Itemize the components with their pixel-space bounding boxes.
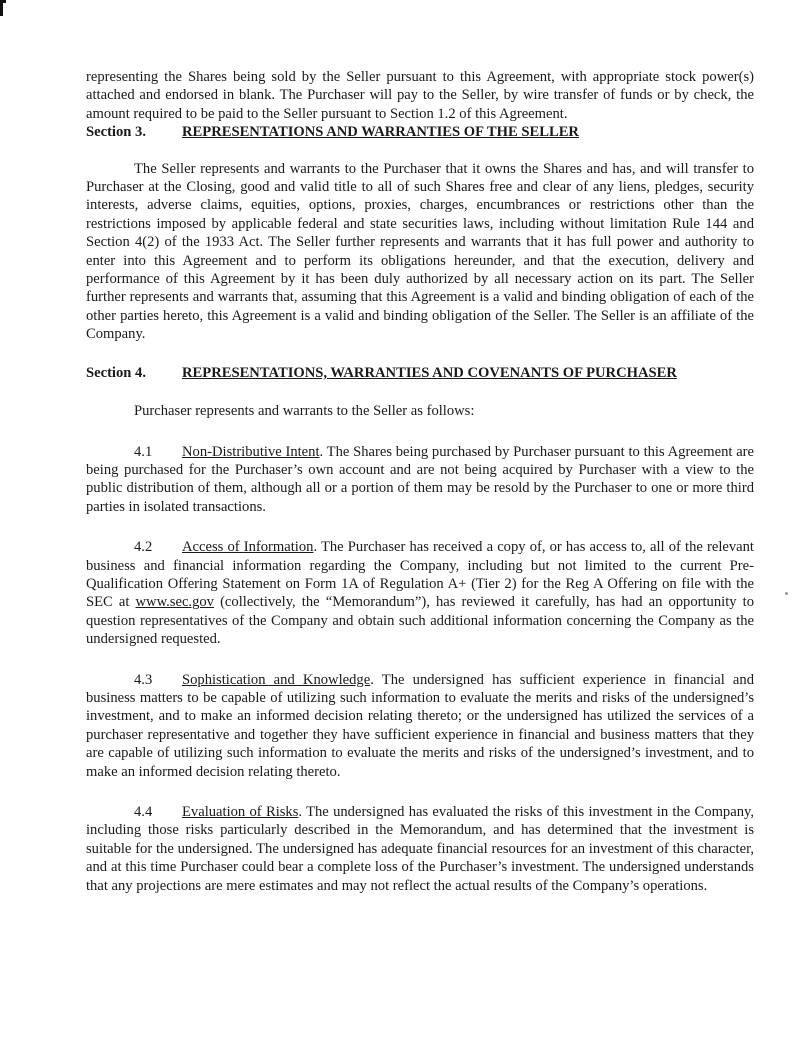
section-3-number: Section 3.	[86, 124, 146, 141]
scan-speck	[785, 592, 788, 595]
scan-corner-mark	[0, 0, 3, 16]
section-4-title: REPRESENTATIONS, WARRANTIES AND COVENANTS OF PURCHASER	[182, 364, 677, 381]
clause-4-3-title: Sophistication and Knowledge	[182, 671, 371, 688]
clause-4-1: 4.1 Non-Distributive Intent. The Shares being purchased by Purchaser pursuant to this Agreement are being purchased for the Purchaser’s own account and are not being acquired by Purchaser with a view to the public distribution of them, although all or a portion of them may be resold by the Purchaser to one or more third parties in isolated transactions.	[86, 443, 755, 515]
clause-4-3: 4.3 Sophistication and Knowledge. The undersigned has sufficient experience in financial and business matters to be capable of utilizing such information to evaluate the merits and risks of the undersigned’s investment, and to make an informed decision relating thereto; or the undersigned has utilized the services of a purchaser representative and together they have sufficient experience in financial and business matters that they are capable of utilizing such information to evaluate the merits and risks of the undersigned’s investment, and to make an informed decision relating thereto.	[86, 671, 754, 780]
clause-4-2: 4.2 Access of Information. The Purchaser has received a copy of, or has access to, all of the relevant business and financial information regarding the Company, including but not limited to the current Pre-Qualification Offering Statement on Form 1A of Regulation A+ (Tier 2) for the Reg A Offering on file with the SEC at www.sec.gov (collectively, the “Memorandum”), has reviewed it carefully, has had an opportunity to question representatives of the Company and obtain such additional information concerning the Company as the undersigned requested.	[86, 539, 754, 648]
section-4-number: Section 4.	[86, 364, 146, 381]
clause-4-3-body: The undersigned has sufficient experience in financial and business matters to be capable of utilizing such information to evaluate the merits and risks of the undersigned’s investment, and to make an informed decision relating thereto; or the undersigned has utilized the services of a purchaser representative and together they have sufficient experience in financial and business matters that they are capable of utilizing such information to evaluate the merits and risks of the undersigned’s investment, and to make an informed decision relating thereto.	[86, 671, 754, 780]
clause-4-3-number: 4.3	[134, 671, 153, 688]
clause-4-2-title: Access of Information	[182, 539, 314, 556]
section-4-intro: Purchaser represents and warrants to the Seller as follows:	[134, 403, 475, 420]
clause-4-4-title: Evaluation of Risks	[182, 804, 299, 820]
clause-4-1-body: The Shares being purchased by Purchaser pursuant to this Agreement are being purchased for the Purchaser’s own account and are not being acquired by Purchaser with a view to the public distribution of them, although all or a portion of them may be resold by the Purchaser to one or more third parties in isolated transactions.	[86, 443, 755, 515]
section-4-heading	[86, 364, 754, 382]
sec-gov-link[interactable]: www.sec.gov	[135, 594, 214, 611]
clause-4-2-number: 4.2	[134, 539, 153, 556]
clause-4-4: 4.4 Evaluation of Risks. The undersigned has evaluated the risks of this investment in the Company, including those risks particularly described in the Memorandum, and has determined that the investment is suitable for the undersigned. The undersigned has adequate financial resources for an investment of this character, and at this time Purchaser could bear a complete loss of the Purchaser’s investment. The undersigned understands that any projections are mere estimates and may not reflect the actual results of the Company’s operations.	[86, 804, 754, 894]
section-3-heading	[86, 123, 754, 141]
clause-4-2-body-start: The Purchaser has received a copy of, or has access to, all of the relevant business and financial information regarding the Company, including but not limited to the current Pre-Qualification Offering Statement on Form 1A of Regulation A+ (Tier 2) for the Reg A Offering on file with the SEC at	[86, 539, 754, 611]
section-3-title: REPRESENTATIONS AND WARRANTIES OF THE SELLER	[182, 124, 579, 141]
clause-4-4-body: The undersigned has evaluated the risks of this investment in the Company, including those risks particularly described in the Memorandum, and has determined that the investment is suitable for the undersigned. The undersigned has adequate financial resources for an investment of this character, and at this time Purchaser could bear a complete loss of the Purchaser’s investment. The undersigned understands that any projections are mere estimates and may not reflect the actual results of the Company’s operations.	[86, 804, 754, 894]
intro-paragraph: representing the Shares being sold by the Seller pursuant to this Agreement, with appropriate stock power(s) attached and endorsed in blank. The Purchaser will pay to the Seller, by wire transfer of funds or by check, the amount required to be paid to the Seller pursuant to Section 1.2 of this Agreement.	[86, 69, 754, 122]
clause-4-1-number: 4.1	[134, 443, 153, 460]
clause-4-1-title: Non-Distributive Intent	[182, 443, 320, 460]
clause-4-2-body-end: (collectively, the “Memorandum”), has reviewed it carefully, has had an opportunity to question representatives of the Company and obtain such additional information concerning the Company as the undersigned requested.	[86, 594, 754, 648]
clause-4-4-number: 4.4	[134, 804, 153, 820]
document-page	[86, 68, 754, 895]
section-3-body: The Seller represents and warrants to the Purchaser that it owns the Shares and has, and will transfer to Purchaser at the Closing, good and valid title to all of such Shares free and clear of any liens, pledges, security interests, adverse claims, equities, options, proxies, charges, encumbrances or restrictions other than the restrictions imposed by applicable federal and state securities laws, including without limitation Rule 144 and Section 4(2) of the 1933 Act. The Seller further represents and warrants that it has full power and authority to enter into this Agreement and to perform its obligations hereunder, and that the execution, delivery and performance of this Agreement by it has been duly authorized by all necessary action on its part. The Seller further represents and warrants that, assuming that this Agreement is a valid and binding obligation of each of the other parties hereto, this Agreement is a valid and binding obligation of the Seller. The Seller is an affiliate of the Company.	[86, 160, 754, 343]
